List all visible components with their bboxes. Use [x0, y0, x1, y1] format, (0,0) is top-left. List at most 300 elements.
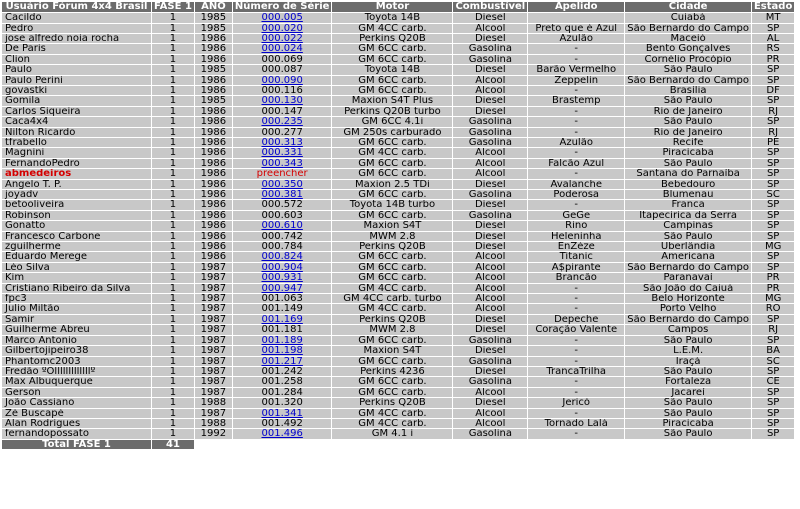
cell-estado: SP — [752, 24, 794, 33]
cell-fase: 1 — [152, 96, 194, 105]
cell-cidade: Paranavaí — [625, 273, 751, 282]
cell-user: Gonatto — [2, 221, 151, 230]
cell-combustivel: Gasolina — [453, 211, 527, 220]
cell-user: Clion — [2, 55, 151, 64]
cell-combustivel: Álcool — [453, 284, 527, 293]
cell-user: betooliveira — [2, 200, 151, 209]
cell-serie — [233, 346, 332, 355]
serie-link[interactable]: 000.947 — [261, 283, 303, 294]
cell-serie — [233, 273, 332, 282]
spreadsheet — [1, 1, 795, 450]
cell-estado: DF — [752, 86, 794, 95]
cell-apelido — [528, 13, 624, 22]
serie-link[interactable]: 001.189 — [261, 335, 303, 346]
cell-user: tfrabello — [2, 138, 151, 147]
cell-apelido: Titanic — [528, 252, 624, 261]
cell-serie — [233, 252, 332, 261]
cell-apelido: - — [528, 377, 624, 386]
cell-cidade: São Bernardo do Campo — [627, 262, 749, 273]
cell-cidade: São Paulo — [625, 367, 751, 376]
cell-cidade: Cuiabá — [625, 13, 751, 22]
cell-serie — [233, 336, 332, 345]
cell-estado: RJ — [752, 107, 794, 116]
cell-fase: 1 — [152, 44, 194, 53]
cell-serie: 000.277 — [233, 128, 332, 137]
cell-apelido: Poderosa — [528, 190, 624, 199]
cell-combustivel: Diesel — [453, 367, 527, 376]
cell-user: Nilton Ricardo — [2, 128, 151, 137]
cell-cidade: São Bernardo do Campo — [627, 23, 749, 33]
cell-serie: 001.149 — [233, 304, 332, 313]
cell-serie — [233, 190, 332, 199]
cell-estado: RJ — [752, 128, 794, 137]
serie-link[interactable]: 000.931 — [261, 273, 303, 283]
table-row — [2, 429, 794, 438]
header-serie: Número de Série — [234, 1, 330, 13]
cell-apelido: Brastemp — [528, 96, 624, 105]
cell-serie — [233, 357, 332, 366]
cell-motor: GM 6CC carb. — [332, 388, 452, 397]
serie-link[interactable]: 000.090 — [261, 75, 303, 85]
cell-user: zguilherme — [2, 242, 151, 251]
cell-serie — [233, 180, 332, 189]
cell-ano: 1992 — [195, 429, 232, 438]
cell-apelido: Jericó — [528, 398, 624, 407]
cell-estado: PR — [752, 284, 794, 293]
cell-cidade: São Bernardo do Campo — [627, 75, 749, 85]
cell-ano: 1987 — [195, 284, 232, 293]
cell-apelido: - — [528, 86, 624, 95]
serie-link[interactable]: 000.130 — [261, 96, 303, 106]
table-row — [2, 315, 794, 324]
cell-ano: 1987 — [195, 336, 232, 345]
cell-user: Francesco Carbone — [2, 232, 151, 241]
table-row — [2, 190, 794, 199]
cell-motor: GM 6CC carb. — [332, 76, 452, 85]
cell-cidade: Iraçá — [625, 357, 751, 366]
cell-fase: 1 — [152, 315, 194, 324]
cell-combustivel: Diesel — [453, 315, 527, 324]
cell-motor: MWM 2.8 — [332, 232, 452, 241]
cell-cidade: Campinas — [625, 221, 751, 230]
cell-combustivel: Diesel — [453, 221, 527, 230]
cell-fase: 1 — [152, 409, 194, 418]
serie-link[interactable]: 000.331 — [261, 148, 303, 158]
cell-estado: PE — [752, 138, 794, 147]
table-row — [2, 377, 794, 386]
cell-combustivel: Gasolina — [453, 190, 527, 199]
cell-combustivel: Álcool — [453, 409, 527, 418]
cell-estado: CE — [752, 377, 794, 386]
cell-estado: SP — [752, 336, 794, 345]
table-row — [2, 242, 794, 251]
cell-fase: 1 — [152, 128, 194, 137]
cell-ano: 1985 — [195, 65, 232, 74]
cell-estado: MG — [752, 242, 794, 251]
cell-combustivel: Diesel — [453, 398, 527, 407]
total-row — [2, 440, 794, 449]
cell-fase: 1 — [152, 190, 194, 199]
cell-motor: Perkins Q20B — [332, 315, 452, 324]
cell-fase: 1 — [152, 294, 194, 303]
cell-serie: 000.116 — [233, 86, 332, 95]
cell-user: Paulo Perini — [2, 76, 151, 85]
cell-apelido: GeGe — [528, 211, 624, 220]
serie-link[interactable]: 000.235 — [261, 117, 303, 127]
cell-fase: 1 — [152, 263, 194, 272]
table-row — [2, 263, 794, 272]
cell-user: jose alfredo noia rocha — [2, 34, 151, 43]
serie-link[interactable]: 000.343 — [261, 158, 303, 169]
cell-apelido: Azulão — [528, 138, 624, 147]
cell-combustivel: Gasolina — [453, 336, 527, 345]
cell-combustivel: Diesel — [453, 13, 527, 22]
cell-combustivel: Diesel — [453, 200, 527, 209]
cell-ano: 1986 — [195, 169, 232, 178]
table-row — [2, 419, 794, 428]
cell-fase: 1 — [152, 377, 194, 386]
header-estado: Estado — [753, 1, 793, 13]
cell-ano: 1987 — [195, 304, 232, 313]
header-user: Usuário Fórum 4x4 Brasil — [2, 2, 151, 12]
cell-cidade: Bebedouro — [625, 180, 751, 189]
cell-cidade: Piracicaba — [625, 419, 751, 428]
cell-combustivel: Diesel — [453, 346, 527, 355]
cell-cidade: Jacareí — [625, 388, 751, 397]
cell-user: Gerson — [2, 388, 151, 397]
cell-motor: GM 4CC carb. turbo — [332, 294, 452, 303]
fase1-table — [1, 1, 795, 450]
cell-user: Kim — [2, 273, 151, 282]
cell-cidade: Santana do Parnaíba — [625, 169, 751, 178]
cell-user: fpc3 — [2, 294, 151, 303]
cell-apelido: - — [528, 117, 624, 126]
cell-serie — [233, 13, 332, 22]
cell-combustivel: Álcool — [453, 169, 527, 178]
cell-apelido: Tornado Lalá — [528, 419, 624, 428]
table-row — [2, 159, 794, 168]
cell-motor: GM 6CC carb. — [332, 211, 452, 220]
cell-cidade: Maceió — [625, 34, 751, 43]
cell-cidade: São Paulo — [625, 232, 751, 241]
cell-estado: SP — [752, 211, 794, 220]
cell-apelido: Coração Valente — [528, 325, 624, 334]
cell-motor: MWM 2.8 — [332, 325, 452, 334]
cell-estado: SP — [752, 117, 794, 126]
cell-ano: 1986 — [195, 232, 232, 241]
cell-estado: RS — [752, 44, 794, 53]
cell-serie — [233, 284, 332, 293]
cell-fase: 1 — [152, 180, 194, 189]
serie-link[interactable]: 001.496 — [261, 429, 303, 439]
cell-serie: 001.242 — [233, 367, 332, 376]
cell-motor: Maxion S4T — [332, 346, 452, 355]
cell-ano: 1987 — [195, 325, 232, 334]
cell-combustivel: Gasolina — [453, 44, 527, 53]
cell-user: Angelo T. P. — [2, 180, 151, 189]
total-blank — [195, 440, 794, 449]
cell-ano: 1986 — [195, 159, 232, 168]
cell-user: Gilbertojipeiro38 — [2, 346, 151, 355]
cell-user: abmedeiros — [2, 169, 151, 178]
table-row — [2, 138, 794, 147]
table-row — [2, 232, 794, 241]
cell-estado: SP — [752, 252, 794, 261]
cell-fase: 1 — [152, 252, 194, 261]
cell-ano: 1986 — [195, 211, 232, 220]
header-row — [2, 2, 794, 12]
cell-fase: 1 — [152, 86, 194, 95]
cell-apelido: Preto que é Azul — [528, 24, 624, 33]
cell-cidade: São Paulo — [625, 159, 751, 168]
cell-combustivel: Álcool — [453, 86, 527, 95]
cell-ano: 1986 — [195, 76, 232, 85]
cell-user: FernandoPedro — [2, 159, 151, 168]
cell-estado: SP — [752, 315, 794, 324]
cell-cidade: Itapecirica da Serra — [625, 211, 751, 220]
serie-link[interactable]: 000.904 — [261, 262, 303, 273]
cell-user: joyadv — [2, 190, 151, 199]
cell-serie — [233, 409, 332, 418]
cell-motor: GM 4CC carb. — [332, 419, 452, 428]
cell-apelido: - — [528, 200, 624, 209]
cell-combustivel: Gasolina — [453, 128, 527, 137]
cell-ano: 1986 — [195, 34, 232, 43]
table-row — [2, 169, 794, 178]
table-row — [2, 200, 794, 209]
serie-link[interactable]: 001.198 — [261, 346, 303, 356]
cell-ano: 1985 — [195, 96, 232, 105]
cell-ano: 1986 — [195, 117, 232, 126]
cell-fase: 1 — [152, 336, 194, 345]
serie-link[interactable]: 000.313 — [261, 137, 303, 148]
table-row — [2, 148, 794, 157]
cell-motor: GM 6CC carb. — [332, 252, 452, 261]
cell-fase: 1 — [152, 284, 194, 293]
cell-ano: 1986 — [195, 148, 232, 157]
cell-estado: BA — [752, 346, 794, 355]
cell-estado: SP — [752, 65, 794, 74]
cell-apelido: - — [528, 346, 624, 355]
cell-cidade: Uberlândia — [625, 242, 751, 251]
table-row — [2, 76, 794, 85]
cell-fase: 1 — [152, 398, 194, 407]
cell-motor: GM 6CC carb. — [332, 138, 452, 147]
total-label: Total FASE 1 — [2, 440, 151, 449]
cell-apelido: Heleninha — [528, 232, 624, 241]
cell-apelido: - — [528, 409, 624, 418]
cell-user: Robinson — [2, 211, 151, 220]
cell-ano: 1986 — [195, 252, 232, 261]
cell-apelido: - — [528, 148, 624, 157]
table-row — [2, 284, 794, 293]
table-row — [2, 117, 794, 126]
serie-link[interactable]: 000.610 — [261, 221, 303, 231]
cell-fase: 1 — [152, 273, 194, 282]
cell-apelido: Brancão — [528, 273, 624, 282]
cell-ano: 1988 — [195, 398, 232, 407]
cell-user: Zé Buscapé — [2, 409, 151, 418]
serie-link[interactable]: 000.350 — [261, 179, 303, 189]
cell-user: Guilherme Abreu — [2, 325, 151, 334]
table-row — [2, 128, 794, 137]
cell-fase: 1 — [152, 429, 194, 438]
cell-apelido: - — [528, 336, 624, 345]
cell-fase: 1 — [152, 65, 194, 74]
serie-link[interactable]: 001.341 — [261, 408, 303, 418]
cell-ano: 1987 — [195, 346, 232, 355]
cell-serie: 001.258 — [233, 377, 332, 386]
serie-link[interactable]: 000.020 — [261, 23, 303, 33]
serie-link[interactable]: 001.169 — [261, 314, 303, 325]
cell-estado: SP — [752, 76, 794, 85]
serie-link[interactable]: 001.217 — [261, 356, 303, 366]
cell-apelido: - — [528, 44, 624, 53]
cell-cidade: São Paulo — [625, 409, 751, 418]
cell-combustivel: Diesel — [453, 232, 527, 241]
cell-combustivel: Álcool — [453, 304, 527, 313]
cell-ano: 1986 — [195, 190, 232, 199]
cell-combustivel: Álcool — [453, 294, 527, 303]
table-row — [2, 221, 794, 230]
cell-serie — [233, 34, 332, 43]
cell-estado: SP — [752, 419, 794, 428]
cell-combustivel: Gasolina — [453, 377, 527, 386]
cell-serie: 001.063 — [233, 294, 332, 303]
cell-cidade: Porto Velho — [625, 304, 751, 313]
header-ano: ANO — [195, 2, 232, 12]
cell-ano: 1986 — [195, 107, 232, 116]
cell-estado: SP — [752, 180, 794, 189]
cell-combustivel: Álcool — [453, 252, 527, 261]
cell-cidade: São Paulo — [625, 398, 751, 407]
table-row — [2, 273, 794, 282]
cell-ano: 1986 — [195, 86, 232, 95]
cell-ano: 1987 — [195, 294, 232, 303]
cell-cidade: Rio de Janeiro — [625, 107, 751, 116]
cell-apelido: - — [528, 357, 624, 366]
cell-fase: 1 — [152, 346, 194, 355]
cell-estado: SP — [752, 398, 794, 407]
cell-apelido: Avalanche — [528, 180, 624, 189]
table-row — [2, 398, 794, 407]
cell-motor: Maxion 2.5 TDi — [332, 180, 452, 189]
cell-estado: SP — [752, 200, 794, 209]
cell-fase: 1 — [152, 34, 194, 43]
cell-serie — [233, 24, 332, 33]
cell-cidade: Americana — [625, 252, 751, 261]
cell-fase: 1 — [152, 159, 194, 168]
cell-combustivel: Álcool — [453, 273, 527, 282]
cell-apelido: - — [528, 284, 624, 293]
cell-combustivel: Gasolina — [453, 357, 527, 366]
cell-motor: Perkins Q20B — [332, 34, 452, 43]
cell-combustivel: Diesel — [453, 325, 527, 334]
cell-combustivel: Gasolina — [453, 117, 527, 126]
cell-user: João Cassiano — [2, 398, 151, 407]
cell-apelido: A$pirante — [528, 263, 624, 272]
cell-ano: 1987 — [195, 315, 232, 324]
cell-cidade: Brasília — [625, 86, 751, 95]
cell-serie — [233, 117, 332, 126]
cell-cidade: São Paulo — [625, 429, 751, 438]
serie-link[interactable]: 000.824 — [261, 252, 303, 262]
cell-combustivel: Álcool — [453, 24, 527, 33]
cell-fase: 1 — [152, 242, 194, 251]
cell-motor: GM 6CC carb. — [332, 86, 452, 95]
cell-fase: 1 — [152, 388, 194, 397]
cell-user: Eduardo Merege — [2, 252, 151, 261]
serie-link[interactable]: 000.005 — [261, 13, 303, 23]
serie-link[interactable]: 000.381 — [261, 190, 303, 200]
table-row — [2, 325, 794, 334]
cell-motor: GM 4CC carb. — [332, 148, 452, 157]
cell-ano: 1986 — [195, 55, 232, 64]
cell-apelido: Barão Vermelho — [528, 65, 624, 74]
cell-user: Caca4x4 — [2, 117, 151, 126]
cell-motor: GM 6CC carb. — [332, 55, 452, 64]
header-motor: Motor — [332, 2, 452, 12]
cell-cidade: Belo Horizonte — [625, 294, 751, 303]
cell-ano: 1987 — [195, 263, 232, 272]
serie-link[interactable]: 000.022 — [261, 33, 303, 44]
cell-user: Léo Silva — [2, 263, 151, 272]
cell-apelido: - — [528, 128, 624, 137]
cell-serie: 000.784 — [233, 242, 332, 251]
cell-estado: SP — [752, 232, 794, 241]
cell-user: Cacildo — [2, 13, 151, 22]
cell-fase: 1 — [152, 304, 194, 313]
cell-fase: 1 — [152, 138, 194, 147]
cell-apelido: - — [528, 169, 624, 178]
cell-ano: 1985 — [195, 13, 232, 22]
cell-combustivel: Diesel — [453, 96, 527, 105]
cell-motor: GM 6CC carb. — [332, 159, 452, 168]
cell-ano: 1988 — [195, 419, 232, 428]
cell-combustivel: Diesel — [453, 242, 527, 251]
cell-estado: SC — [752, 357, 794, 366]
cell-user: Pedro — [2, 24, 151, 33]
cell-combustivel: Gasolina — [453, 55, 527, 64]
cell-ano: 1986 — [195, 128, 232, 137]
cell-motor: GM 6CC carb. — [332, 357, 452, 366]
cell-motor: Perkins Q20B — [332, 398, 452, 407]
cell-user: Marco Antonio — [2, 336, 151, 345]
cell-ano: 1987 — [195, 409, 232, 418]
cell-user: Carlos Siqueira — [2, 107, 151, 116]
table-row — [2, 409, 794, 418]
cell-user: Alan Rodrigues — [2, 419, 151, 428]
serie-link[interactable]: 000.024 — [261, 44, 303, 54]
cell-user: Paulo — [2, 65, 151, 74]
cell-cidade: Cornélio Procópio — [625, 55, 751, 64]
cell-ano: 1986 — [195, 180, 232, 189]
cell-serie — [233, 44, 332, 53]
cell-estado: SP — [752, 388, 794, 397]
cell-fase: 1 — [152, 200, 194, 209]
cell-serie: 001.181 — [233, 325, 332, 334]
cell-fase: 1 — [152, 169, 194, 178]
cell-motor: Perkins Q20B turbo — [332, 107, 452, 116]
cell-estado: SP — [752, 367, 794, 376]
header-cidade: Cidade — [625, 2, 751, 12]
cell-motor: Toyota 14B — [332, 65, 452, 74]
cell-serie — [233, 159, 332, 168]
cell-combustivel: Diesel — [453, 107, 527, 116]
cell-cidade: Fortaleza — [625, 377, 751, 386]
cell-apelido: TrancaTrilha — [528, 367, 624, 376]
cell-cidade: Rio de Janeiro — [625, 128, 751, 137]
